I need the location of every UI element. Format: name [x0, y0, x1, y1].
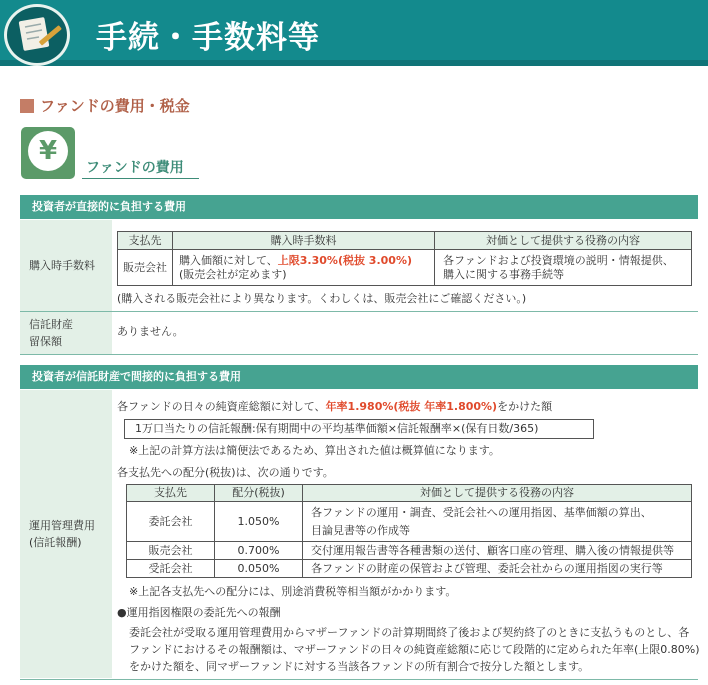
allocation-note: ※上記各支払先への配分には、別途消費税等相当額がかかります。	[129, 585, 457, 598]
purchase-note: (購入される販売会社により異なります。くわしくは、販売会社にご確認ください。)	[117, 292, 527, 305]
section-title: ファンドの費用・税金	[40, 97, 190, 115]
table-row	[127, 560, 692, 578]
service-cell: 各ファンドおよび投資環境の説明・情報提供、 購入に関する事務手続等	[435, 250, 692, 286]
payee-cell: 委託会社	[127, 502, 215, 542]
row-divider	[20, 311, 698, 312]
yen-glyph: ¥	[28, 131, 68, 171]
table-row	[127, 502, 692, 542]
table-header: 対価として提供する役務の内容	[435, 232, 692, 250]
delegate-text: 委託会社が受取る運用管理費用からマザーファンドの計算期間終了後および契約終了のときに支払うものとし、各 ファンドにおけるその報酬額は、マザーファンドの日々の純資産総額に応じて段階的に定められた年率(上限0.80%) をかけた額を、同マザーファンドに対する当該各ファンドの所有割合で按分した額とします。	[129, 626, 700, 673]
payee-cell: 販売会社	[118, 250, 173, 286]
row-divider	[20, 354, 698, 355]
fee-cell: 購入価額に対して、上限3.30%(税抜 3.00%) (販売会社が定めます)	[173, 250, 435, 286]
table-row	[127, 542, 692, 560]
retention-value: ありません。	[117, 325, 184, 338]
table-header-row	[118, 232, 692, 250]
table-row	[118, 250, 692, 286]
table-header: 支払先	[118, 232, 173, 250]
table-header-row	[127, 485, 692, 502]
pen-document-icon	[4, 4, 70, 66]
formula-note: ※上記の計算方法は簡便法であるため、算出された値は概算値になります。	[129, 444, 500, 457]
purchase-fee-label: 購入時手数料	[20, 220, 112, 311]
management-fee-label: 運用管理費用 (信託報酬)	[20, 390, 112, 678]
subsection-title: ファンドの費用	[86, 160, 184, 176]
purchase-fee-table	[117, 231, 692, 286]
indirect-cost-bar: 投資者が信託財産で間接的に負担する費用	[20, 365, 698, 389]
service-cell: 各ファンドの運用・調査、受託会社への運用指図、基準価額の算出、 目論見書等の作成等	[303, 502, 692, 542]
fee-intro: 各ファンドの日々の純資産総額に対して、年率1.980%(税抜 年率1.800%)をかけた額	[117, 400, 553, 413]
max-fee: 上限3.30%(税抜 3.00%)	[277, 253, 412, 267]
square-bullet-icon	[20, 99, 34, 113]
allocation-table	[126, 484, 692, 578]
page-title: 手続・手数料等	[96, 20, 320, 56]
header-stripe	[0, 60, 708, 66]
rate-cell: 0.050%	[215, 560, 303, 578]
section-heading	[20, 95, 190, 116]
table-header: 対価として提供する役務の内容	[303, 485, 692, 502]
delegate-heading: ●運用指図権限の委託先への報酬	[117, 606, 281, 619]
direct-cost-bar: 投資者が直接的に負担する費用	[20, 195, 698, 219]
payee-cell: 受託会社	[127, 560, 215, 578]
rate-cell: 0.700%	[215, 542, 303, 560]
table-header: 支払先	[127, 485, 215, 502]
table-header: 購入時手数料	[173, 232, 435, 250]
payee-cell: 販売会社	[127, 542, 215, 560]
row-divider	[20, 679, 698, 680]
table-header: 配分(税抜)	[215, 485, 303, 502]
service-cell: 交付運用報告書等各種書類の送付、顧客口座の管理、購入後の情報提供等	[303, 542, 692, 560]
formula-box: 1万口当たりの信託報酬:保有期間中の平均基準価額×信託報酬率×(保有日数/365)	[124, 419, 594, 439]
subsection-underline	[82, 178, 199, 179]
yen-icon	[21, 127, 75, 179]
service-cell: 各ファンドの財産の保管および管理、委託会社からの運用指図の実行等	[303, 560, 692, 578]
annual-rate: 年率1.980%(税抜 年率1.800%)	[325, 400, 498, 413]
allocation-intro: 各支払先への配分(税抜)は、次の通りです。	[117, 466, 334, 479]
retention-label: 信託財産 留保額	[20, 312, 112, 354]
rate-cell: 1.050%	[215, 502, 303, 542]
